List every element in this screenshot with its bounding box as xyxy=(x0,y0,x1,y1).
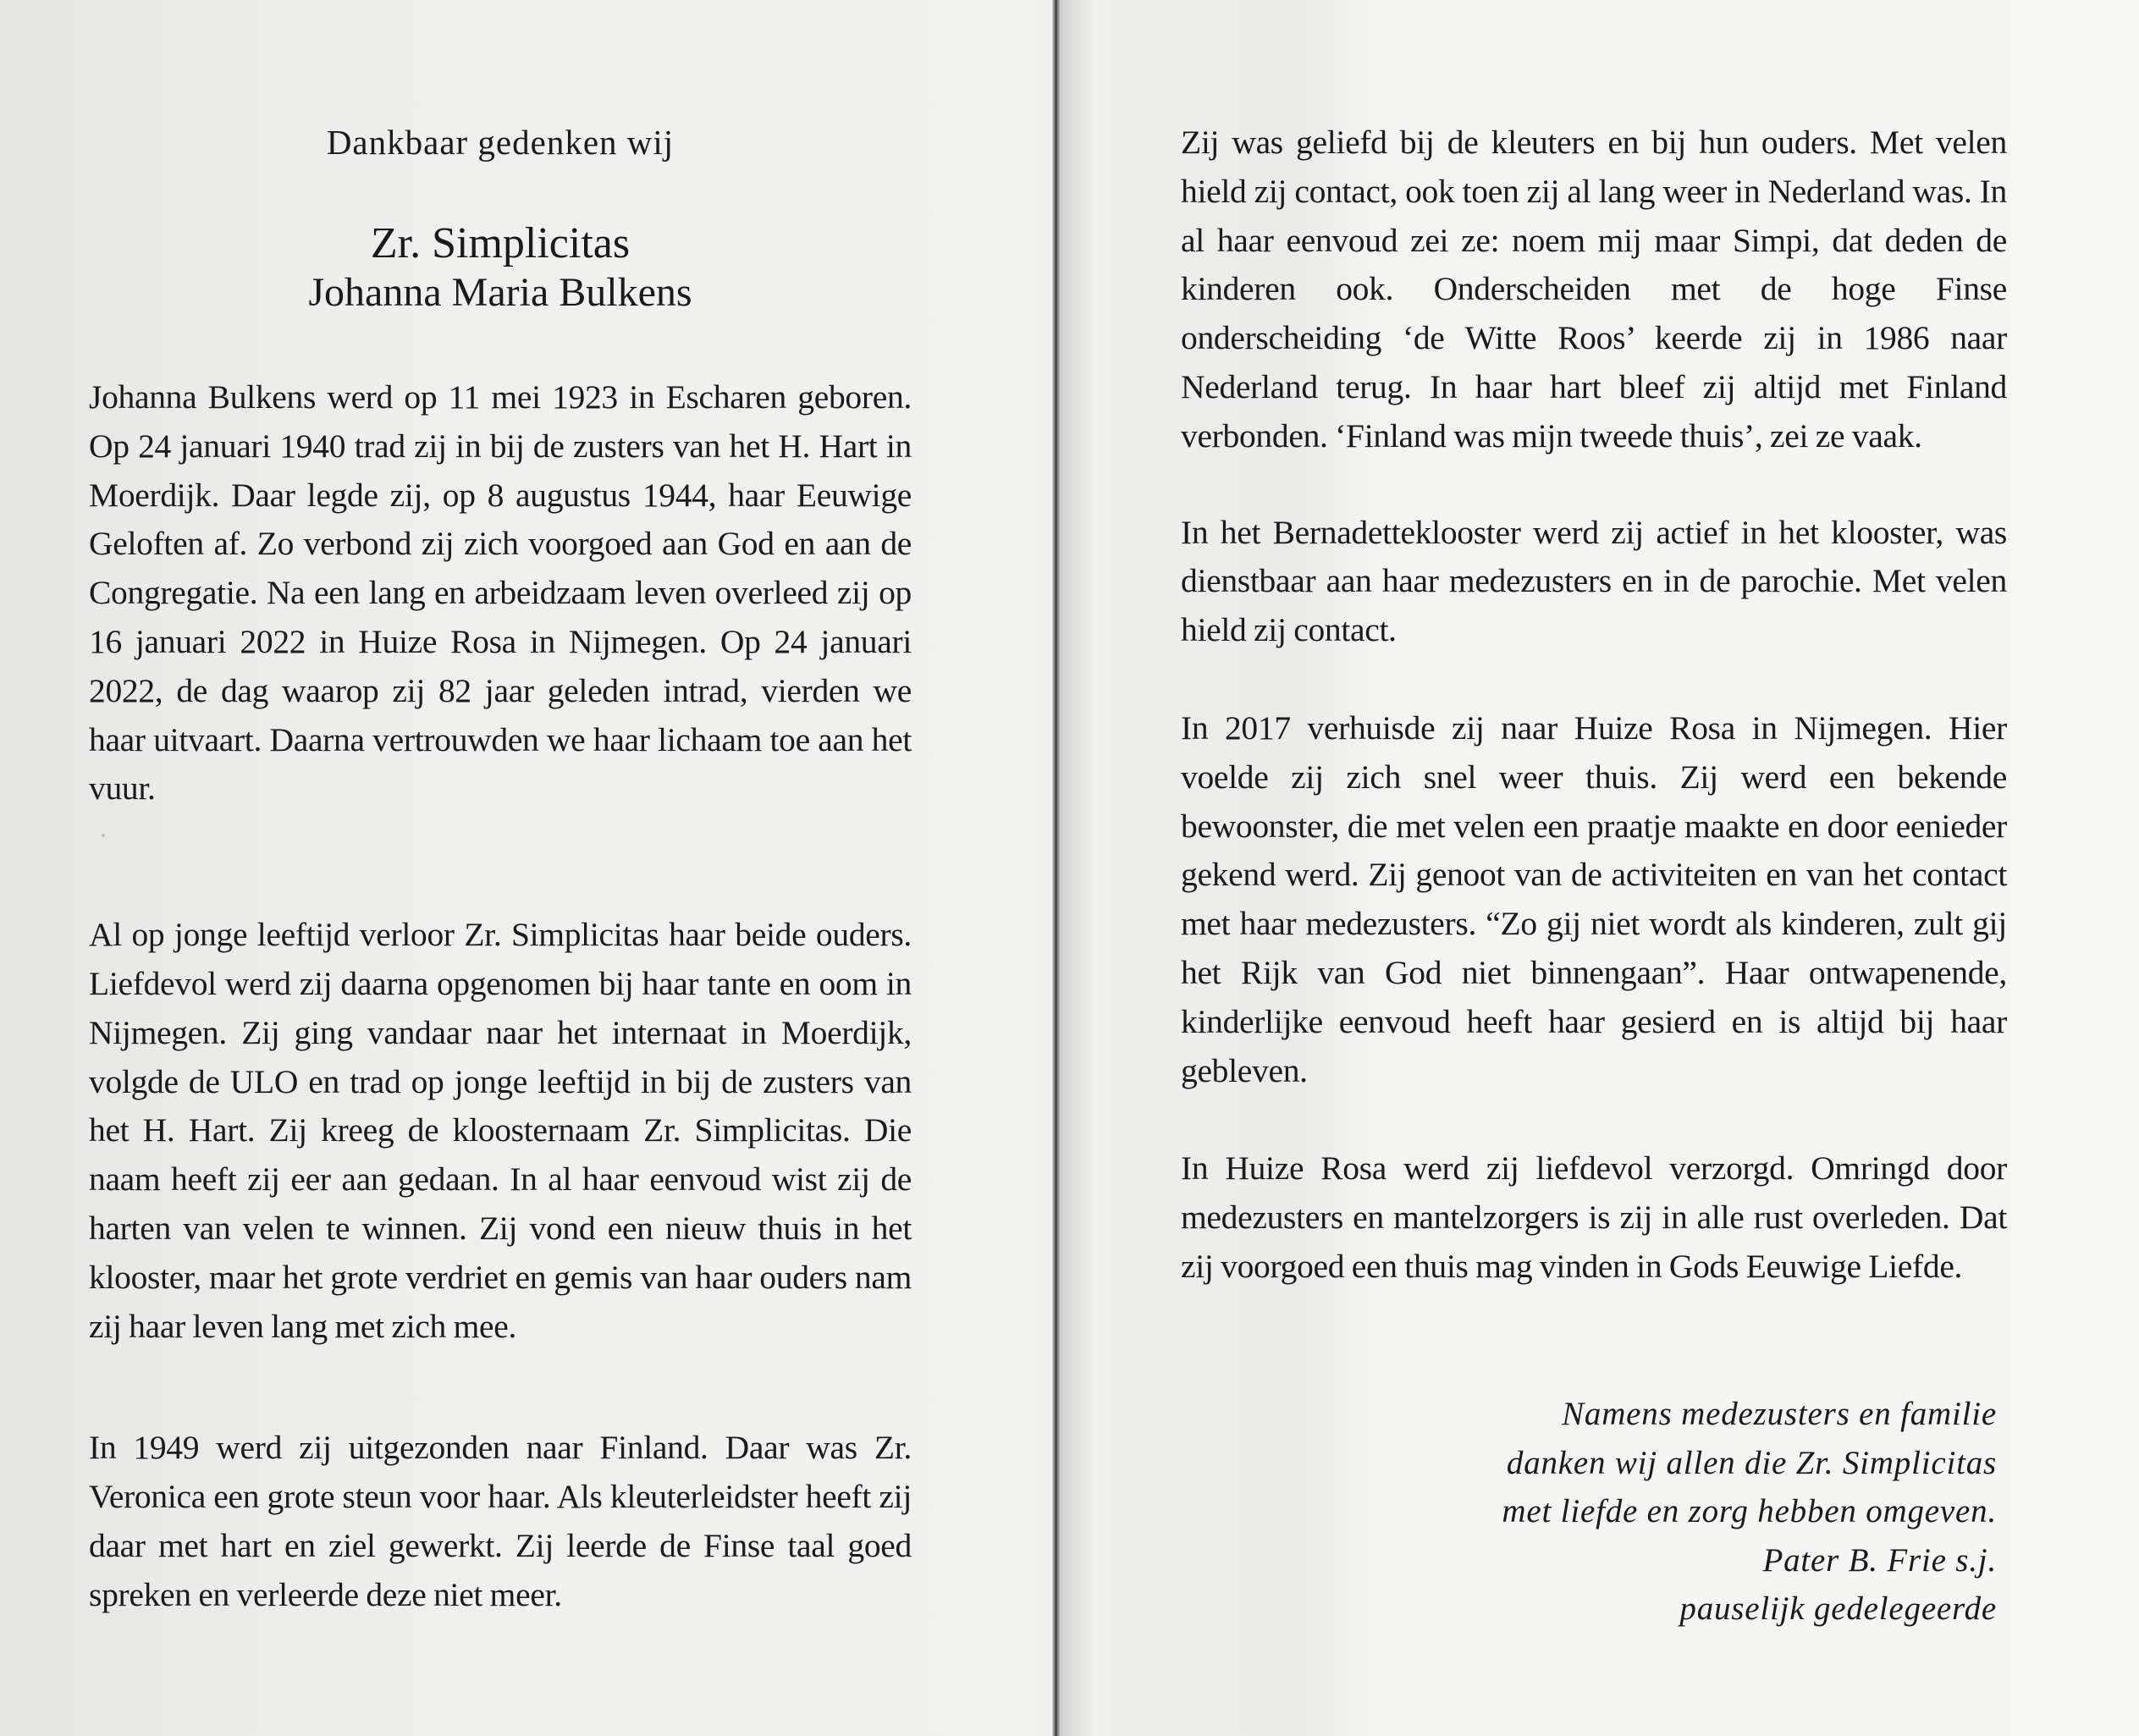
biography-paragraph-2: Al op jonge leeftijd verloor Zr. Simplicitas haar beide ouders. Liefdevol werd zij daarna opgenomen bij haar tante en oom in Nijmegen. Zij ging vandaar naar het internaat in Moerdijk, volgde de ULO en trad op jonge leeftijd in bij de zusters van het H. Hart. Zij kreeg de kloosternaam Zr. Simplicitas. Die naam heeft zij eer aan gedaan. In al haar eenvoud wist zij de harten van velen te winnen. Zij vond een nieuw thuis in het klooster, maar het grote verdriet en gemis van haar ouders nam zij haar leven lang met zich mee. xyxy=(89,916,912,1345)
left-page xyxy=(89,118,912,1620)
right-page xyxy=(1181,118,2007,1292)
biography-paragraph-3: In 1949 werd zij uitgezonden naar Finland. Daar was Zr. Veronica een grote steun voor haar. Als kleuterleidster heeft zij daar met hart en ziel gewerkt. Zij leerde de Finse taal goed spreken en verleerde deze niet meer. xyxy=(89,1429,912,1613)
biography-paragraph-1: Johanna Bulkens werd op 11 mei 1923 in Escharen geboren. Op 24 januari 1940 trad zij in bij de zusters van het H. Hart in Moerdijk. Daar legde zij, op 8 augustus 1944, haar Eeuwige Geloften af. Zo verbond zij zich voorgoed aan God en aan de Congregatie. Na een lang en arbeidzaam leven overleed zij op 16 januari 2022 in Huize Rosa in Nijmegen. Op 24 januari 2022, de dag waarop zij 82 jaar geleden intrad, vierden we haar uitvaart. Daarna vertrouwden we haar lichaam toe aan het vuur. xyxy=(89,378,912,807)
card-fold xyxy=(1052,0,1061,1736)
full-name: Johanna Maria Bulkens xyxy=(308,270,692,315)
biography-paragraph-7: In Huize Rosa werd zij liefdevol verzorgd. Omringd door medezusters en mantelzorgers is zij in alle rust overleden. Dat zij voorgoed een thuis mag vinden in Gods Eeuwige Liefde. xyxy=(1181,1149,2007,1285)
closing-line-1: Namens medezusters en familie xyxy=(1562,1396,1997,1432)
biography-paragraph-4: Zij was geliefd bij de kleuters en bij hun ouders. Met velen hield zij contact, ook toen zij al lang weer in Nederland was. In al haar eenvoud zei ze: noem mij maar Simpi, dat deden de kinderen ook. Onderscheiden met de hoge Finse onderscheiding ‘de Witte Roos’ keerde zij in 1986 naar Nederland terug. In haar hart bleef zij altijd met Finland verbonden. ‘Finland was mijn tweede thuis’, zei ze vaak. xyxy=(1181,124,2007,455)
closing-line-2: danken wij allen die Zr. Simplicitas xyxy=(1506,1444,1997,1481)
religious-name: Zr. Simplicitas xyxy=(370,219,631,267)
biography-paragraph-5: In het Bernadetteklooster werd zij actief in het klooster, was dienstbaar aan haar medezusters en in de parochie. Met velen hield zij contact. xyxy=(1181,513,2007,649)
signatory-name: Pater B. Frie s.j. xyxy=(1762,1541,1997,1579)
remembrance-heading: Dankbaar gedenken wij xyxy=(326,123,675,162)
closing-line-3: met liefde en zorg hebben omgeven. xyxy=(1502,1493,1997,1529)
signatory-title: pauselijk gedelegeerde xyxy=(1679,1590,1997,1627)
fold-shadow xyxy=(1061,0,1094,1736)
biography-paragraph-6: In 2017 verhuisde zij naar Huize Rosa in Nijmegen. Hier voelde zij zich snel weer thuis. Zij werd een bekende bewoonster, die met velen een praatje maakte en door eenieder gekend werd. Zij genoot van de activiteiten en van het contact met haar medezusters. “Zo gij niet wordt als kinderen, zult gij het Rijk van God niet binnengaan”. Haar ontwapenende, kinderlijke eenvoud heeft haar gesierd en is altijd bij haar gebleven. xyxy=(1181,708,2007,1089)
closing-dedication xyxy=(1181,1390,1997,1634)
